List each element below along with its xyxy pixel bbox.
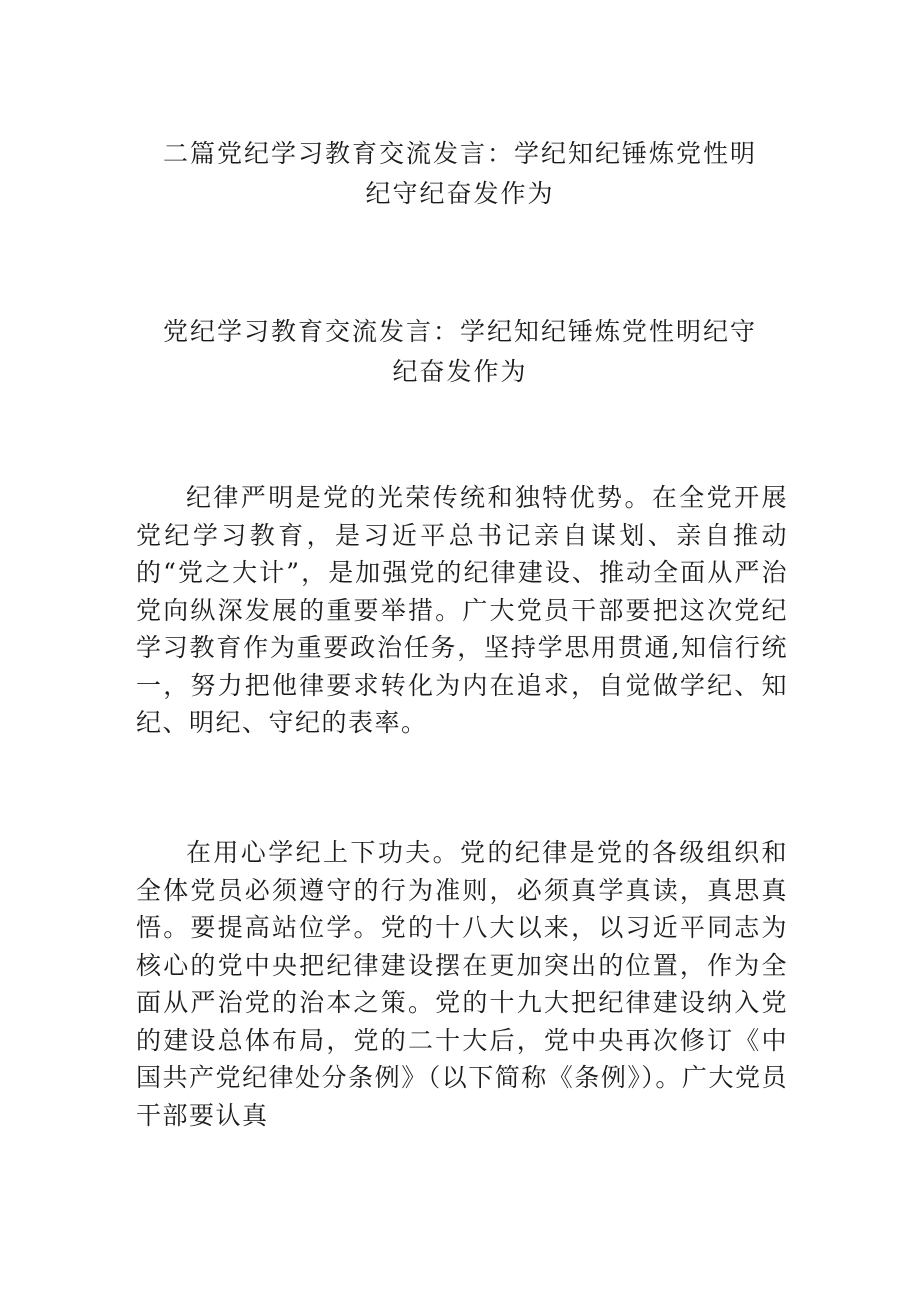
document-title-line-2: 纪守纪奋发作为 xyxy=(365,179,555,208)
body-paragraph-1: 纪律严明是党的光荣传统和独特优势。在全党开展党纪学习教育，是习近平总书记亲自谋划、亲自推动的“党之大计”，是加强党的纪律建设、推动全面从严治党向纵深发展的重要举措。广大党员干部要把这次党纪学习教育作为重要政治任务，坚持学思用贯通,知信行统一，努力把他律要求转化为内在追求，自觉做学纪、知纪、明纪、守纪的表率。 xyxy=(136,483,788,737)
body-paragraph-2: 在用心学纪上下功夫。党的纪律是党的各级组织和全体党员必须遵守的行为准则，必须真学真读，真思真悟。要提高站位学。党的十八大以来，以习近平同志为核心的党中央把纪律建设摆在更加突出的位置，作为全面从严治党的治本之策。党的十九大把纪律建设纳入党的建设总体布局，党的二十大后，党中央再次修订《中国共产党纪律处分条例》（以下简称《条例》）。广大党员干部要认真 xyxy=(136,838,788,1130)
document-title xyxy=(0,134,920,214)
document-subtitle-line-2: 纪奋发作为 xyxy=(392,357,528,386)
document-subtitle-line-1: 党纪学习教育交流发言：学纪知纪锤炼党性明纪守 xyxy=(162,317,757,346)
document-title-line-1: 二篇党纪学习教育交流发言：学纪知纪锤炼党性明 xyxy=(162,139,757,168)
document-subtitle xyxy=(0,312,920,392)
